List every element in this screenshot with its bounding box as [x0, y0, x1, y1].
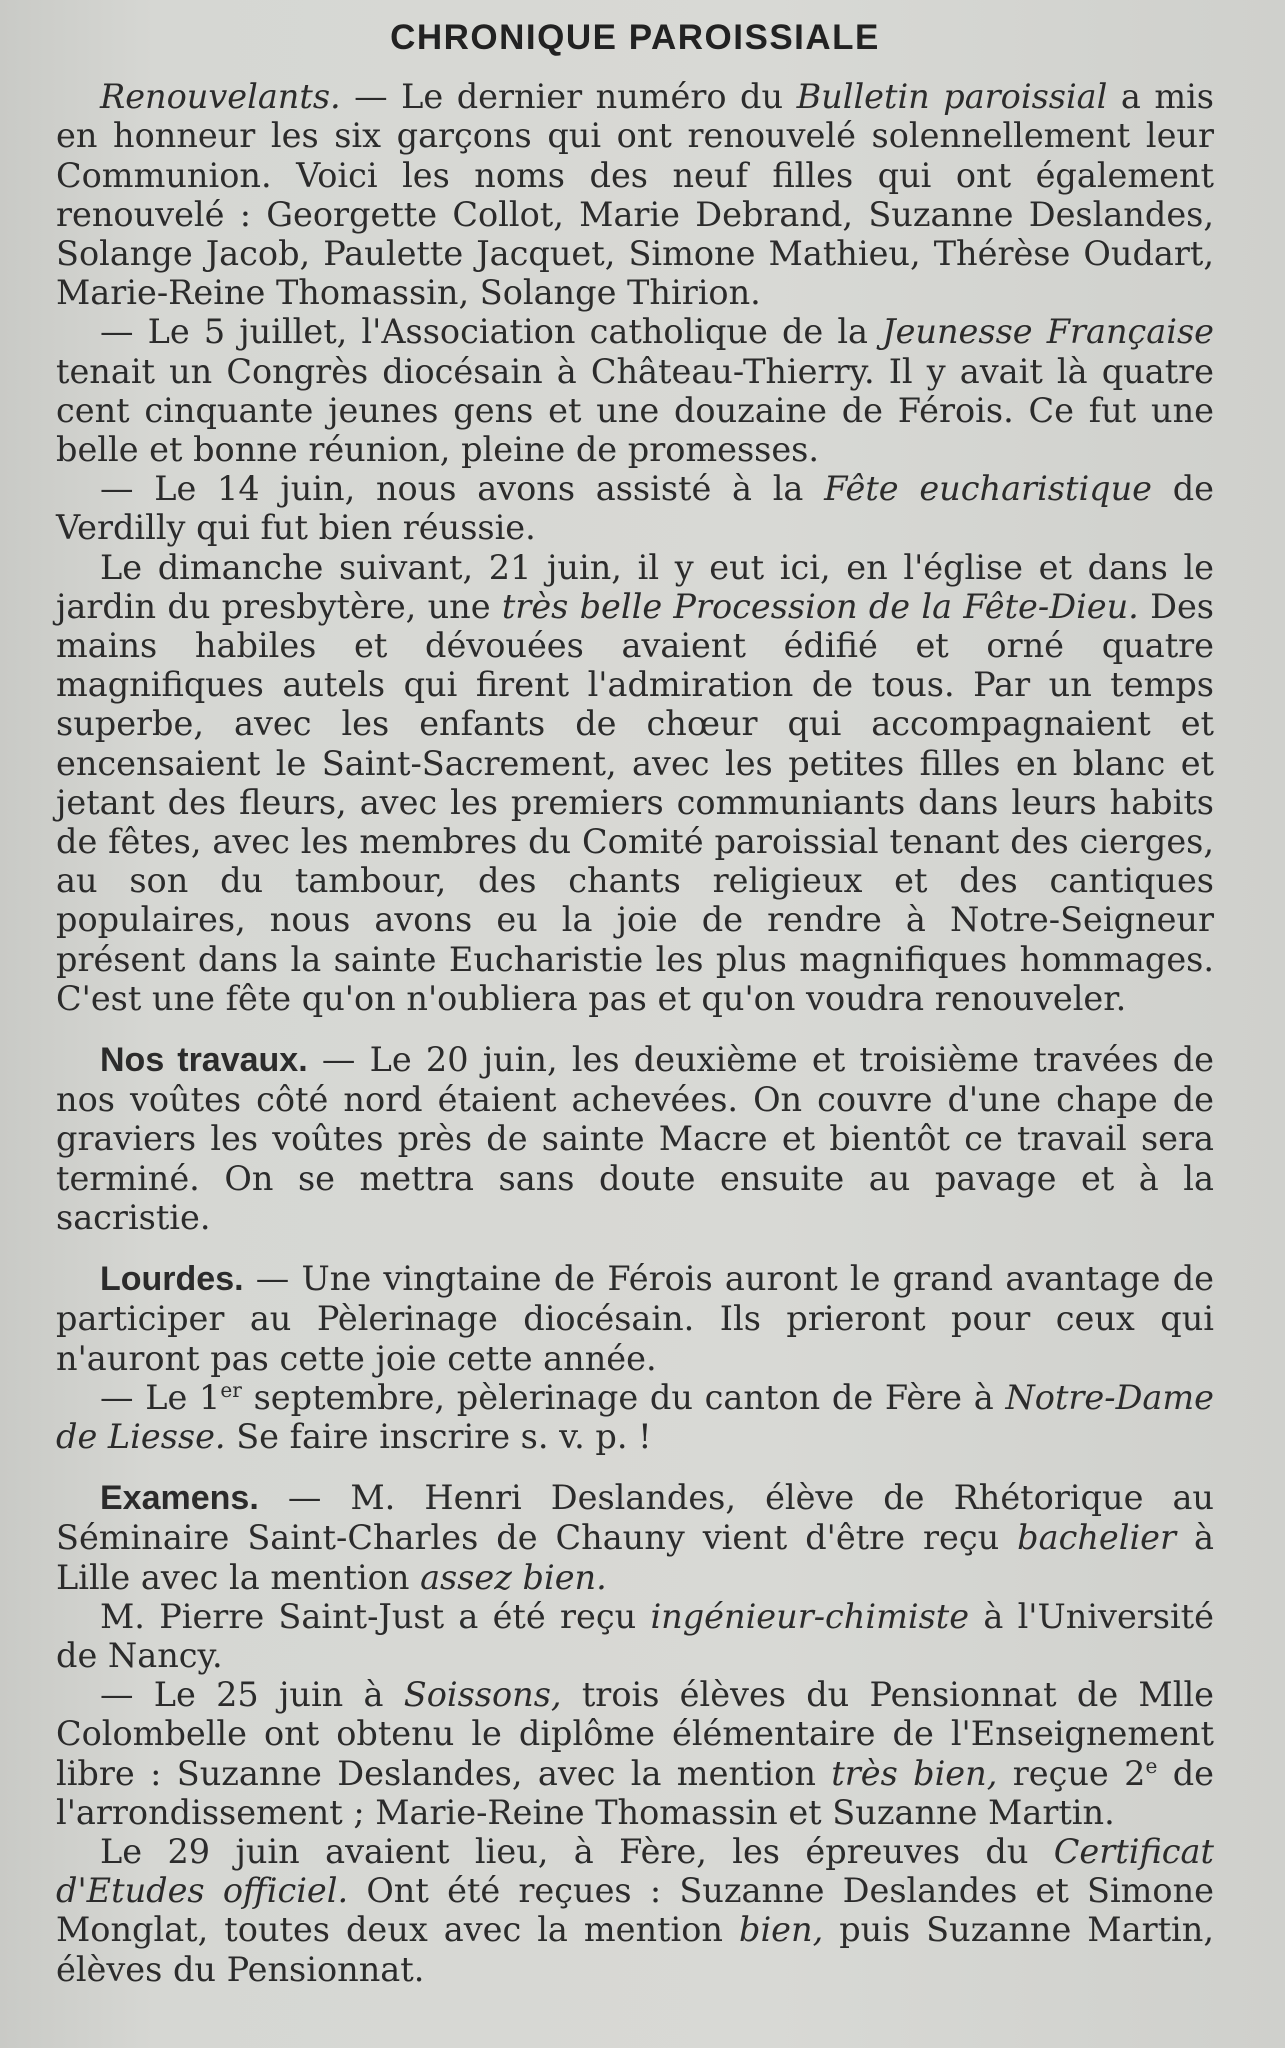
section-heading: Examens.: [100, 1479, 259, 1518]
paragraph: — Le 14 juin, nous avons assisté à la Fête eucharistique de Verdilly qui fut bien réussie.: [56, 469, 1215, 548]
paragraph: M. Pierre Saint-Just a été reçu ingénieur-chimiste à l'Université de Nancy.: [56, 1596, 1214, 1675]
paragraph: Renouvelants. — Le dernier numéro du Bulletin paroissial a mis en honneur les six garçons qui ont renouvelé solennellement leur Communion. Voici les noms des neuf filles qui ont également renouvelé : Georgette Collot, Marie Debrand, Suzanne Deslandes, Solange Jacob, Paulette Jacquet, Simone Mathieu, Thérèse Oudart, Marie-Reine Thomassin, Solange Thirion.: [56, 77, 1214, 313]
article: [56, 18, 1214, 1989]
section-heading: Renouvelants.: [100, 77, 341, 117]
section-examens: [56, 1478, 1214, 1989]
page-title: CHRONIQUE PAROISSIALE: [390, 18, 880, 57]
paragraph: Lourdes. — Une vingtaine de Férois auront le grand avantage de participer au Pèlerinage diocésain. Ils prieront pour ceux qui n'auront pas cette joie cette année.: [56, 1259, 1214, 1378]
paragraph: — Le 25 juin à Soissons, trois élèves du Pensionnat de Mlle Colombelle ont obtenu le diplôme élémentaire de l'Enseignement libre : Suzanne Deslandes, avec la mention très bien, reçue 2e de l'arrondissement ; Marie-Reine Thomassin et Suzanne Martin.: [56, 1675, 1215, 1832]
paragraph: — Le 1er septembre, pèlerinage du canton de Fère à Notre-Dame de Liesse. Se faire inscrire s. v. p. !: [56, 1377, 1214, 1456]
section-travaux: [56, 1040, 1214, 1237]
paragraph: — Le 5 juillet, l'Association catholique de la Jeunesse Française tenait un Congrès diocésain à Château-Thierry. Il y avait là quatre cent cinquante jeunes gens et une douzaine de Férois. Ce fut une belle et bonne réunion, pleine de promesses.: [56, 312, 1214, 470]
section-heading: Lourdes.: [100, 1260, 244, 1299]
paragraph: Le 29 juin avaient lieu, à Fère, les épreuves du Certificat d'Etudes officiel. Ont été reçues : Suzanne Deslandes et Simone Monglat, toutes deux avec la mention bien, puis Suzanne Martin, élèves du Pensionnat.: [56, 1831, 1215, 1989]
paragraph: Nos travaux. — Le 20 juin, les deuxième et troisième travées de nos voûtes côté nord étaient achevées. On couvre d'une chape de graviers les voûtes près de sainte Macre et bientôt ce travail sera terminé. On se mettra sans doute ensuite au pavage et à la sacristie.: [56, 1040, 1214, 1237]
section-heading: Nos travaux.: [100, 1041, 308, 1080]
paragraph: Examens. — M. Henri Deslandes, élève de Rhétorique au Séminaire Saint-Charles de Chauny vient d'être reçu bachelier à Lille avec la mention assez bien.: [56, 1478, 1214, 1597]
paragraph: Le dimanche suivant, 21 juin, il y eut ici, en l'église et dans le jardin du presbytère, une très belle Procession de la Fête-Dieu. Des mains habiles et dévouées avaient édifié et orné quatre magnifiques autels qui firent l'admiration de tous. Par un temps superbe, avec les enfants de chœur qui accompagnaient et encensaient le Saint-Sacrement, avec les petites filles en blanc et jetant des fleurs, avec les premiers communiants dans leurs habits de fêtes, avec les membres du Comité paroissial tenant des cierges, au son du tambour, des chants religieux et des cantiques populaires, nous avons eu la joie de rendre à Notre-Seigneur présent dans la sainte Eucharistie les plus magnifiques hommages. C'est une fête qu'on n'oubliera pas et qu'on voudra renouveler.: [56, 547, 1214, 1018]
section-lourdes: [56, 1259, 1214, 1456]
section-renouvelants: [56, 77, 1214, 1018]
